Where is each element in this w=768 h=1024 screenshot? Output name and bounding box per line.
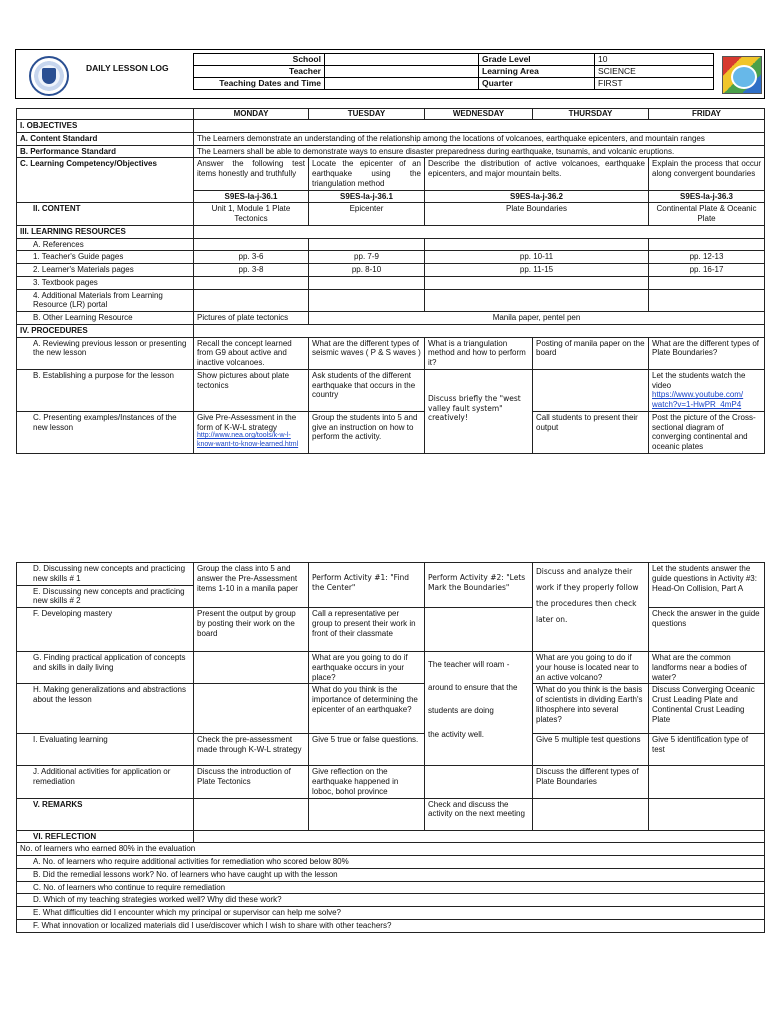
teacher-value	[325, 66, 479, 78]
textbook-fri	[649, 276, 765, 289]
day-corner-cell	[17, 109, 194, 120]
competency-friday: Explain the process that occur along convergent boundaries	[649, 158, 765, 190]
proc-h-label: H. Making generalizations and abstractions about the lesson	[17, 684, 194, 734]
code-monday: S9ES-Ia-j-36.1	[194, 190, 309, 203]
proc-f-friday: Check the answer in the guide questions	[649, 608, 765, 652]
proc-h-tuesday: What do you think is the importance of determining the epicenter of an earthquake?	[309, 684, 425, 734]
am-tue	[309, 289, 425, 312]
textbook-tue	[309, 276, 425, 289]
performance-standard-label: B. Performance Standard	[17, 145, 194, 158]
proc-g-monday	[194, 652, 309, 684]
day-thursday: THURSDAY	[533, 109, 649, 120]
content-standard-text: The Learners demonstrate an understanding of the relationship among the locations of volcanoes, earthquake epicenters, and mountain ranges	[194, 132, 765, 145]
am-mon	[194, 289, 309, 312]
resources-heading: III. LEARNING RESOURCES	[17, 225, 194, 238]
proc-b-thursday	[533, 369, 649, 411]
day-monday: MONDAY	[194, 109, 309, 120]
proc-i-label: I. Evaluating learning	[17, 734, 194, 766]
proc-j-monday: Discuss the introduction of Plate Tectonics	[194, 766, 309, 798]
proc-de-wednesday-text: Perform Activity #2: "Lets Mark the Boundaries"	[428, 573, 526, 592]
proc-j-label: J. Additional activities for application or remediation	[17, 766, 194, 798]
proc-e-label: E. Discussing new concepts and practicing new skills # 2	[17, 585, 194, 608]
proc-j-tuesday: Give reflection on the earthquake happened in loboc, bohol province	[309, 766, 425, 798]
proc-a-tuesday: What are the different types of seismic waves ( P & S waves )	[309, 337, 425, 369]
additional-materials-label: 4. Additional Materials from Learning Resource (LR) portal	[17, 289, 194, 312]
proc-h-wednesday: around to ensure that the students are doing	[428, 683, 518, 716]
remarks-wednesday: Check and discuss the activity on the next meeting	[425, 798, 533, 830]
proc-b-monday: Show pictures about plate tectonics	[194, 369, 309, 411]
tg-label: 1. Teacher's Guide pages	[17, 251, 194, 264]
quarter-value: FIRST	[595, 78, 714, 90]
reflection-heading: VI. REFLECTION	[17, 830, 194, 843]
quarter-label: Quarter	[479, 78, 595, 90]
remarks-tuesday	[309, 798, 425, 830]
proc-i-tuesday: Give 5 true or false questions.	[309, 734, 425, 766]
proc-j-wednesday	[425, 766, 533, 798]
proc-de-wednesday	[425, 563, 533, 608]
header-info-table	[193, 53, 714, 90]
lm-tuesday: pp. 8-10	[309, 264, 425, 277]
grade-value: 10	[595, 54, 714, 66]
procedures-heading: IV. PROCEDURES	[17, 324, 194, 337]
lesson-plan-table-bottom	[16, 562, 765, 933]
proc-b-wednesday-text: Discuss briefly the "west valley fault system" creatively!	[428, 393, 521, 423]
day-wednesday: WEDNESDAY	[425, 109, 533, 120]
area-value: SCIENCE	[595, 66, 714, 78]
lesson-plan-table-top	[16, 108, 765, 454]
references-wed-thu	[425, 238, 649, 251]
content-monday: Unit 1, Module 1 Plate Tectonics	[194, 203, 309, 226]
proc-def-thursday-text: Discuss and analyze their work if they properly follow the procedures then check later on.	[536, 567, 639, 624]
content-heading: II. CONTENT	[17, 203, 194, 226]
lm-friday: pp. 16-17	[649, 264, 765, 277]
school-value	[325, 54, 479, 66]
reflection-empty	[194, 830, 765, 843]
tg-tuesday: pp. 7-9	[309, 251, 425, 264]
proc-de-friday: Let the students answer the guide questions in Activity #3: Head-On Collision, Part A	[649, 563, 765, 608]
reflection-item: F. What innovation or localized materials did I use/discover which I wish to share with other teachers?	[17, 919, 765, 932]
tg-friday: pp. 12-13	[649, 251, 765, 264]
am-fri	[649, 289, 765, 312]
proc-g-friday: What are the common landforms near a bodies of water?	[649, 652, 765, 684]
proc-g-thursday: What are you going to do if your house is located near to an active volcano?	[533, 652, 649, 684]
proc-f-wednesday	[425, 608, 533, 652]
proc-i-friday: Give 5 identification type of test	[649, 734, 765, 766]
remarks-heading: V. REMARKS	[17, 798, 194, 830]
references-mon	[194, 238, 309, 251]
proc-a-label: A. Reviewing previous lesson or presenting the new lesson	[17, 337, 194, 369]
remarks-thursday	[533, 798, 649, 830]
page-title: DAILY LESSON LOG	[86, 63, 169, 73]
proc-h-friday: Discuss Converging Oceanic Crust Leading Plate and Continental Crust Leading Plate	[649, 684, 765, 734]
teacher-label: Teacher	[194, 66, 325, 78]
lesson-log-header	[15, 49, 765, 99]
am-wed-thu	[425, 289, 649, 312]
proc-de-monday: Group the class into 5 and answer the Pre-Assessment items 1-10 in a manila paper	[194, 563, 309, 608]
proc-de-tuesday	[309, 563, 425, 608]
competency-tuesday: Locate the epicenter of an earthquake using the triangulation method	[309, 158, 425, 190]
competency-monday: Answer the following test items honestly and truthfully	[194, 158, 309, 190]
proc-j-thursday: Discuss the different types of Plate Boundaries	[533, 766, 649, 798]
proc-b-label: B. Establishing a purpose for the lesson	[17, 369, 194, 411]
proc-i-wednesday: the activity well.	[428, 729, 485, 739]
lm-monday: pp. 3-8	[194, 264, 309, 277]
references-tue	[309, 238, 425, 251]
proc-g-tuesday: What are you going to do if earthquake occurs in your place?	[309, 652, 425, 684]
proc-b-wednesday	[425, 369, 533, 453]
proc-a-wednesday: What is a triangulation method and how to perform it?	[425, 337, 533, 369]
proc-i-thursday: Give 5 multiple test questions	[533, 734, 649, 766]
school-logo-icon	[722, 56, 762, 94]
code-tuesday: S9ES-Ia-j-36.1	[309, 190, 425, 203]
area-label: Learning Area	[479, 66, 595, 78]
reflection-item: A. No. of learners who require additional activities for remediation who scored below 80%	[17, 856, 765, 869]
proc-de-tuesday-text: Perform Activity #1: "Find the Center"	[312, 573, 410, 592]
proc-c-label: C. Presenting examples/Instances of the new lesson	[17, 411, 194, 453]
content-tuesday: Epicenter	[309, 203, 425, 226]
other-resource-label: B. Other Learning Resource	[17, 312, 194, 325]
reflection-item: C. No. of learners who continue to require remediation	[17, 881, 765, 894]
proc-d-label: D. Discussing new concepts and practicing new skills # 1	[17, 563, 194, 586]
content-wed-thu: Plate Boundaries	[425, 203, 649, 226]
resources-empty	[194, 225, 765, 238]
textbook-mon	[194, 276, 309, 289]
remarks-friday	[649, 798, 765, 830]
proc-c-monday	[194, 411, 309, 453]
tg-monday: pp. 3-6	[194, 251, 309, 264]
proc-f-tuesday: Call a representative per group to present their work in front of their classmate	[309, 608, 425, 652]
performance-standard-text: The Learners shall be able to demonstrate ways to ensure disaster preparedness during earthquake, tsunamis, and volcanic eruptions.	[194, 145, 765, 158]
grade-label: Grade Level	[479, 54, 595, 66]
competency-label: C. Learning Competency/Objectives	[17, 158, 194, 203]
proc-h-thursday: What do you think is the basis of scientists in dividing Earth's lithosphere into several plates?	[533, 684, 649, 734]
code-wed-thu: S9ES-Ia-j-36.2	[425, 190, 649, 203]
proc-c-thursday: Call students to present their output	[533, 411, 649, 453]
dates-label: Teaching Dates and Time	[194, 78, 325, 90]
lm-label: 2. Learner's Materials pages	[17, 264, 194, 277]
content-friday: Continental Plate & Oceanic Plate	[649, 203, 765, 226]
proc-c-monday-text: Give Pre-Assessment in the form of K-W-L strategy	[197, 412, 297, 432]
reflection-item: E. What difficulties did I encounter which my principal or supervisor can help me solve?	[17, 907, 765, 920]
kwl-link[interactable]: http://www.nea.org/tools/k-w-l-know-want-to-know-learned.html	[197, 432, 299, 448]
proc-j-friday	[649, 766, 765, 798]
reflection-item: B. Did the remedial lessons work? No. of learners who have caught up with the lesson	[17, 868, 765, 881]
content-standard-label: A. Content Standard	[17, 132, 194, 145]
proc-c-tuesday: Group the students into 5 and give an instruction on how to perform the activity.	[309, 411, 425, 453]
competency-wed-thu: Describe the distribution of active volcanoes, earthquake epicenters, and major mountain belts.	[425, 158, 649, 190]
proc-h-monday	[194, 684, 309, 734]
dates-value	[325, 78, 479, 90]
other-resource-rest: Manila paper, pentel pen	[309, 312, 765, 325]
deped-seal-icon	[29, 56, 69, 96]
proc-g-label: G. Finding practical application of concepts and skills in daily living	[17, 652, 194, 684]
proc-a-monday: Recall the concept learned from G9 about active and inactive volcanoes.	[194, 337, 309, 369]
school-label: School	[194, 54, 325, 66]
proc-def-thursday	[533, 563, 649, 652]
proc-a-friday: What are the different types of Plate Boundaries?	[649, 337, 765, 369]
reflection-item: No. of learners who earned 80% in the evaluation	[17, 843, 765, 856]
proc-c-friday: Post the picture of the Cross-sectional diagram of converging continental and oceanic plates	[649, 411, 765, 453]
code-friday: S9ES-Ia-j-36.3	[649, 190, 765, 203]
objectives-heading: I. OBJECTIVES	[17, 120, 194, 133]
proc-ghi-wednesday	[425, 652, 533, 766]
proc-f-monday: Present the output by group by posting their work on the board	[194, 608, 309, 652]
day-friday: FRIDAY	[649, 109, 765, 120]
textbook-label: 3. Textbook pages	[17, 276, 194, 289]
reflection-item: D. Which of my teaching strategies worked well? Why did these work?	[17, 894, 765, 907]
proc-f-label: F. Developing mastery	[17, 608, 194, 652]
video-link[interactable]: https://www.youtube.com/ watch?v=1-HwPR_4mP4	[652, 390, 744, 409]
proc-b-tuesday: Ask students of the different earthquake that occurs in the country	[309, 369, 425, 411]
lm-wed-thu: pp. 11-15	[425, 264, 649, 277]
proc-i-monday: Check the pre-assessment made through K-W-L strategy	[194, 734, 309, 766]
other-resource-monday: Pictures of plate tectonics	[194, 312, 309, 325]
day-tuesday: TUESDAY	[309, 109, 425, 120]
remarks-monday	[194, 798, 309, 830]
references-label: A. References	[17, 238, 194, 251]
procedures-empty	[194, 324, 765, 337]
tg-wed-thu: pp. 10-11	[425, 251, 649, 264]
proc-a-thursday: Posting of manila paper on the board	[533, 337, 649, 369]
references-fri	[649, 238, 765, 251]
proc-g-wednesday: The teacher will roam -	[428, 660, 510, 669]
proc-b-friday-text: Let the students watch the video	[652, 370, 746, 390]
proc-b-friday	[649, 369, 765, 411]
objectives-empty	[194, 120, 765, 133]
textbook-wed-thu	[425, 276, 649, 289]
